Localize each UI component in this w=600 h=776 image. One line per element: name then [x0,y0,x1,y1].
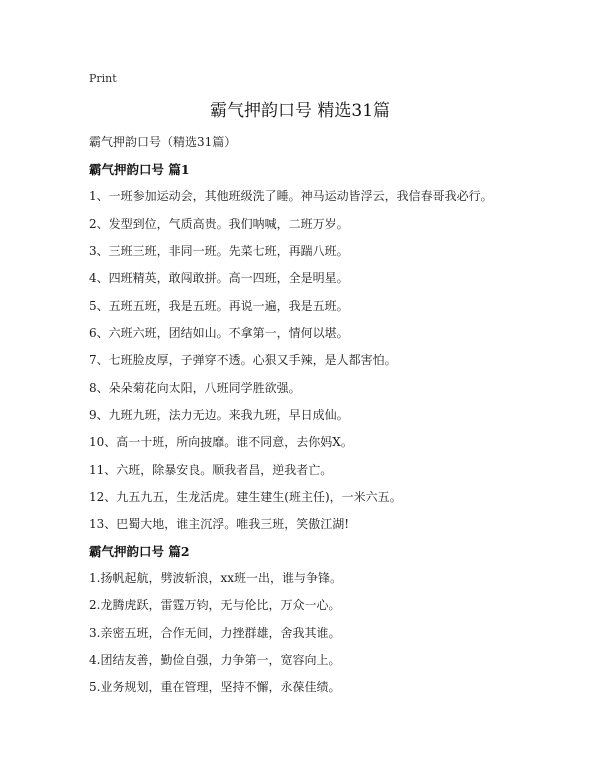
list-item: 3、三班三班，非同一班。先菜七班，再踹八班。 [89,244,349,258]
list-item: 12、九五九五，生龙活虎。建生建生(班主任)，一米六五。 [89,490,402,504]
list-item: 1.扬帆起航，劈波斩浪，xx班一出，谁与争锋。 [89,571,342,585]
list-item: 2、发型到位，气质高贵。我们呐喊，二班万岁。 [89,217,349,231]
list-item: 4、四班精英，敢闯敢拼。高一四班，全是明星。 [89,271,349,285]
list-item: 5、五班五班，我是五班。再说一遍，我是五班。 [89,299,349,313]
list-item: 8、朵朵菊花向太阳，八班同学胜欲强。 [89,381,301,395]
section-heading-2: 霸气押韵口号 篇2 [89,544,190,559]
print-link[interactable]: Print [89,72,117,85]
list-item: 9、九班九班，法力无边。来我九班，早日成仙。 [89,408,349,422]
list-item: 11、六班，除暴安良。顺我者昌，逆我者亡。 [89,463,333,477]
list-item: 13、巴蜀大地，谁主沉浮。唯我三班，笑傲江湖! [89,517,350,531]
list-item: 6、六班六班，团结如山。不拿第一，情何以堪。 [89,326,349,340]
list-item: 3.亲密五班，合作无间，力挫群雄，舍我其谁。 [89,626,341,640]
page-subtitle: 霸气押韵口号（精选31篇） [89,135,237,149]
list-item: 5.业务规划，重在管理，坚持不懈，永葆佳绩。 [89,680,341,694]
list-item: 4.团结友善，勤俭自强，力争第一，宽容向上。 [89,653,341,667]
section-heading-1: 霸气押韵口号 篇1 [89,162,190,177]
list-item: 10、高一十班，所向披靡。谁不同意，去你妈X。 [89,435,353,449]
list-item: 1、一班参加运动会，其他班级洗了睡。神马运动皆浮云，我信春哥我必行。 [89,189,493,203]
list-item: 2.龙腾虎跃，雷霆万钧，无与伦比，万众一心。 [89,598,341,612]
list-item: 7、七班脸皮厚，子弹穿不透。心狠又手辣，是人都害怕。 [89,353,397,367]
page-title: 霸气押韵口号 精选31篇 [209,101,391,121]
